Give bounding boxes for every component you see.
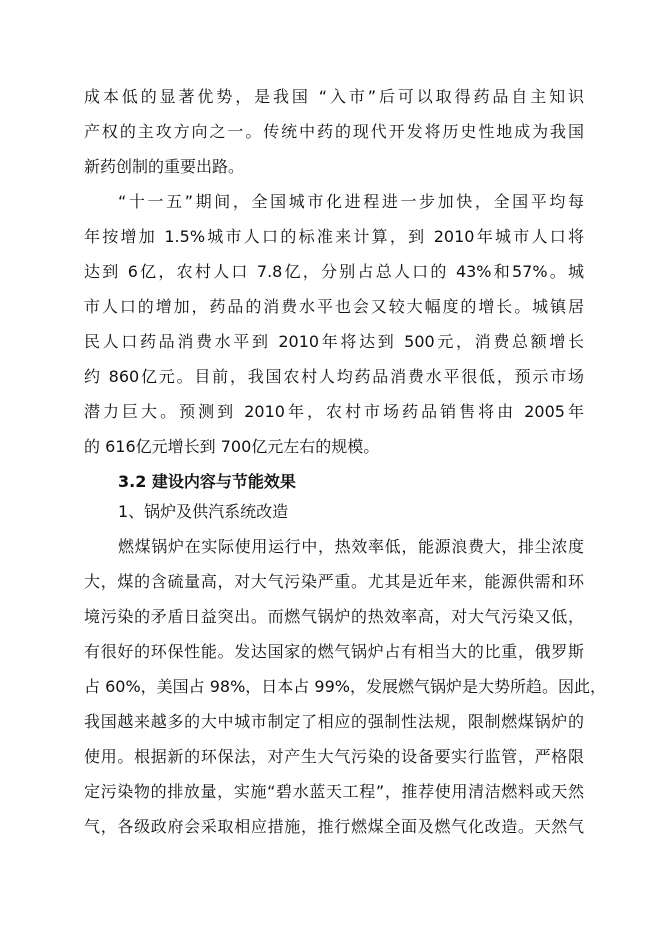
paragraph-3-line-3: 境污染的矛盾日益突出。而燃气锅炉的热效率高，对大气污染又低，	[84, 607, 584, 626]
paragraph-2-line-5: 民人口药品消费水平到 2010年将达到 500元，消费总额增长	[84, 332, 584, 351]
paragraph-2-line-1: “十一五”期间，全国城市化进程进一步加快，全国平均每	[118, 192, 584, 211]
paragraph-3-line-6: 我国越来越多的大中城市制定了相应的强制性法规，限制燃煤锅炉的	[84, 712, 584, 731]
paragraph-1-line-1: 成本低的显著优势，是我国 “入市”后可以取得药品自主知识	[84, 87, 584, 106]
paragraph-3-line-9: 气，各级政府会采取相应措施，推行燃煤全面及燃气化改造。天然气	[84, 817, 584, 836]
section-heading: 3.2 建设内容与节能效果	[118, 472, 296, 491]
paragraph-3-line-7: 使用。根据新的环保法，对产生大气污染的设备要实行监管，严格限	[84, 747, 584, 766]
paragraph-2-line-2: 年按增加 1.5%城市人口的标准来计算，到 2010年城市人口将	[84, 227, 584, 246]
paragraph-2-line-4: 市人口的增加，药品的消费水平也会又较大幅度的增长。城镇居	[84, 297, 584, 316]
paragraph-3-line-5: 占 60%，美国占 98%，日本占 99%，发展燃气锅炉是大势所趋。因此，	[84, 677, 606, 696]
paragraph-3-line-2: 大，煤的含硫量高，对大气污染严重。尤其是近年来，能源供需和环	[84, 572, 584, 591]
paragraph-2-line-3: 达到 6亿，农村人口 7.8亿，分别占总人口的 43%和57%。城	[84, 262, 584, 281]
paragraph-1-line-2: 产权的主攻方向之一。传统中药的现代开发将历史性地成为我国	[84, 122, 584, 141]
paragraph-1-line-3: 新药创制的重要出路。	[84, 157, 245, 176]
paragraph-2-line-7: 潜力巨大。预测到 2010年，农村市场药品销售将由 2005年	[84, 402, 584, 421]
paragraph-2-line-6: 约 860亿元。目前，我国农村人均药品消费水平很低，预示市场	[84, 367, 584, 386]
paragraph-3-line-1: 燃煤锅炉在实际使用运行中，热效率低，能源浪费大，排尘浓度	[118, 537, 584, 556]
paragraph-3-line-8: 定污染物的排放量，实施“碧水蓝天工程”，推荐使用清洁燃料或天然	[84, 782, 584, 801]
paragraph-3-line-4: 有很好的环保性能。发达国家的燃气锅炉占有相当大的比重，俄罗斯	[84, 642, 584, 661]
subheading: 1、锅炉及供汽系统改造	[118, 502, 289, 521]
paragraph-2-line-8: 的 616亿元增长到 700亿元左右的规模。	[84, 437, 380, 456]
